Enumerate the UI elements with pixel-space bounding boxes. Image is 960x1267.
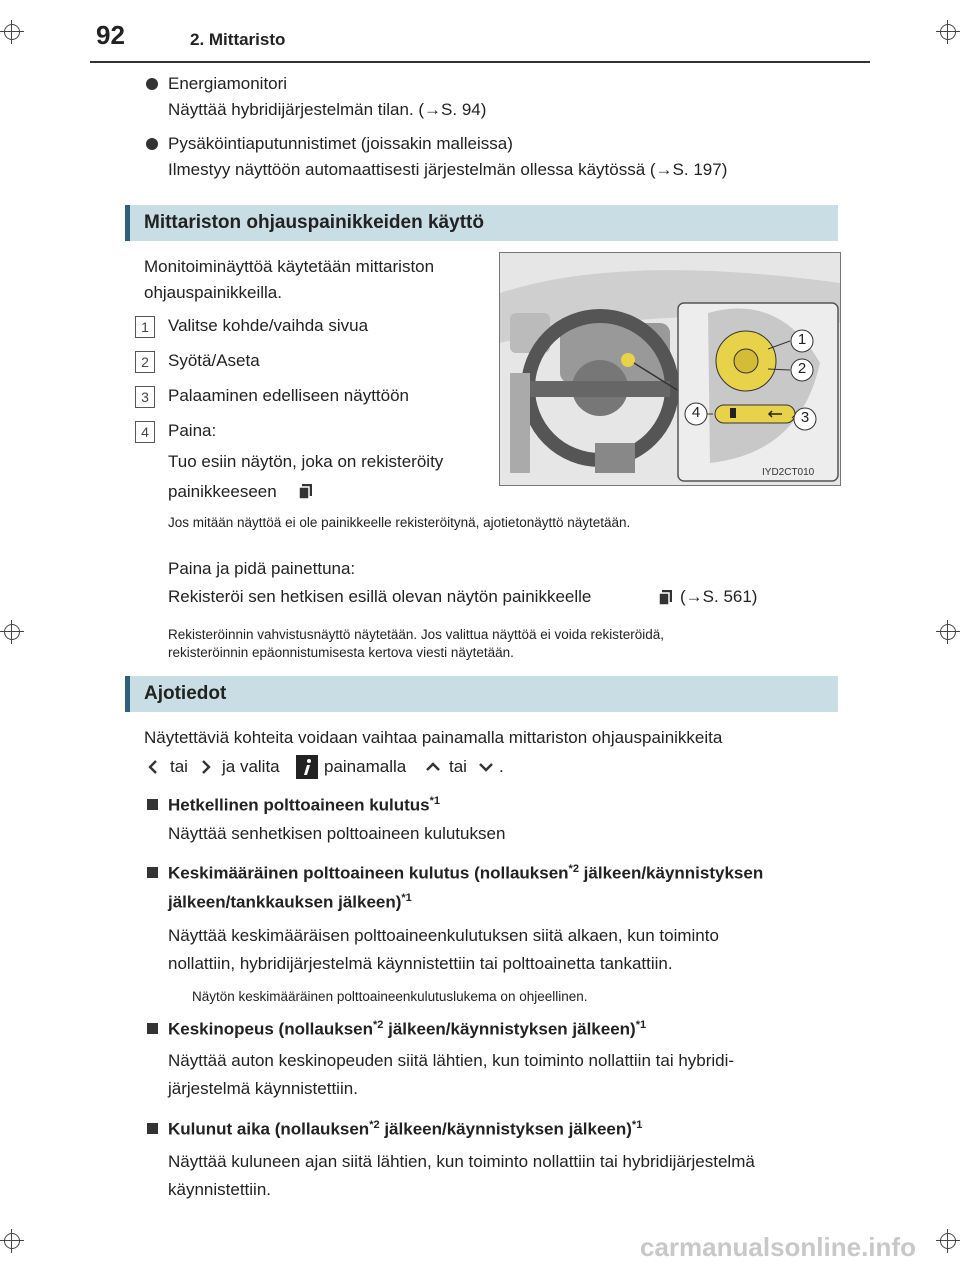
- watermark: carmanualsonline.info: [640, 1232, 916, 1262]
- crop-mark-icon: [936, 620, 960, 644]
- square-bullet-icon: [147, 799, 158, 810]
- item-body: käynnistettiin.: [168, 1180, 271, 1199]
- item-label: Palaaminen edelliseen näyttöön: [168, 386, 410, 405]
- intro-text: painamalla: [324, 757, 407, 776]
- bullet-title: Energiamonitori: [168, 74, 288, 93]
- note-text: Jos mitään näyttöä ei ole painikkeelle rekisteröitynä, ajotietonäyttö näytetään.: [168, 515, 631, 530]
- section-header: [125, 205, 838, 241]
- item-text: painikkeeseen: [168, 482, 277, 501]
- intro-text: Näytettäviä kohteita voidaan vaihtaa painamalla mittariston ohjauspainikkeita: [144, 728, 723, 747]
- intro-text: tai: [170, 757, 188, 776]
- hold-text: Rekisteröi sen hetkisen esillä olevan näytön painikkeelle: [168, 587, 592, 606]
- item-number: 4: [135, 421, 155, 443]
- intro-text: ja valita: [222, 757, 280, 776]
- item-body: järjestelmä käynnistettiin.: [168, 1079, 358, 1098]
- note-text: rekisteröinnin epäonnistumisesta kertova viesti näytetään.: [168, 645, 514, 660]
- header-rule: [90, 61, 870, 63]
- intro-text: ohjauspainikkeilla.: [144, 283, 282, 302]
- item-body: Näyttää keskimääräisen polttoaineenkulutuksen siitä alkaen, kun toiminto: [168, 926, 719, 945]
- item-number: 2: [135, 351, 155, 373]
- figure-callout: 2: [797, 360, 807, 377]
- section-title: Ajotiedot: [144, 683, 227, 704]
- screen-register-icon: [656, 588, 674, 606]
- figure-callout: 1: [797, 331, 807, 348]
- figure-callout: 4: [691, 404, 701, 421]
- info-icon: [296, 755, 318, 779]
- section-title: Mittariston ohjauspainikkeiden käyttö: [144, 212, 484, 233]
- crop-mark-icon: [936, 1229, 960, 1253]
- item-number: 3: [135, 386, 155, 408]
- item-body: Näyttää senhetkisen polttoaineen kulutuksen: [168, 824, 506, 843]
- item-number: 1: [135, 316, 155, 338]
- crop-mark-icon: [0, 20, 24, 44]
- item-text: Tuo esiin näytön, joka on rekisteröity: [168, 452, 444, 471]
- item-label: Valitse kohde/vaihda sivua: [168, 316, 369, 335]
- chevron-left-icon: [146, 758, 160, 776]
- bullet-body: Näyttää hybridijärjestelmän tilan. (→S. 94): [168, 100, 487, 119]
- item-body: nollattiin, hybridijärjestelmä käynnistettiin tai polttoainetta tankattiin.: [168, 954, 673, 973]
- square-bullet-icon: [147, 1123, 158, 1134]
- crop-mark-icon: [0, 620, 24, 644]
- bullet-icon: [146, 78, 158, 90]
- chevron-up-icon: [424, 760, 442, 774]
- square-bullet-icon: [147, 1023, 158, 1034]
- page-reference: (→S. 561): [680, 587, 758, 606]
- note-text: Rekisteröinnin vahvistusnäyttö näytetään. Jos valittua näyttöä ei voida rekisteröidä,: [168, 627, 665, 642]
- chevron-down-icon: [477, 760, 495, 774]
- screen-register-icon: [296, 482, 314, 500]
- item-heading: Keskinopeus (nollauksen$^{*2}$ jälkeen/käynnistyksen jälkeen)$^{*1}$: [168, 1019, 647, 1039]
- bullet-body: Ilmestyy näyttöön automaattisesti järjestelmän ollessa käytössä (→S. 197): [168, 160, 728, 179]
- item-heading: Kulunut aika (nollauksen$^{*2}$ jälkeen/käynnistyksen jälkeen)$^{*1}$: [168, 1119, 643, 1139]
- intro-text: .: [499, 757, 504, 776]
- intro-text: Monitoiminäyttöä käytetään mittariston: [144, 257, 435, 276]
- figure-code: IYD2CT010: [762, 467, 815, 478]
- item-body: Näyttää auton keskinopeuden siitä lähtien, kun toiminto nollattiin tai hybridi-: [168, 1051, 735, 1070]
- steering-wheel-figure: [499, 252, 841, 486]
- crop-mark-icon: [0, 1229, 24, 1253]
- item-heading: Hetkellinen polttoaineen kulutus$^{*1}$: [168, 795, 441, 815]
- chapter-title: 2. Mittaristo: [190, 30, 286, 49]
- item-body: Näyttää kuluneen ajan siitä lähtien, kun toiminto nollattiin tai hybridijärjestelmä: [168, 1152, 755, 1171]
- hold-title: Paina ja pidä painettuna:: [168, 559, 356, 578]
- chevron-right-icon: [199, 758, 213, 776]
- item-label: Paina:: [168, 421, 217, 440]
- intro-text: tai: [449, 757, 467, 776]
- item-label: Syötä/Aseta: [168, 351, 260, 370]
- item-heading: jälkeen/tankkauksen jälkeen)$^{*1}$: [168, 892, 412, 912]
- bullet-title: Pysäköintiaputunnistimet (joissakin malleissa): [168, 134, 513, 153]
- bullet-icon: [146, 138, 158, 150]
- item-heading: Keskimääräinen polttoaineen kulutus (nollauksen$^{*2}$ jälkeen/käynnistyksen: [168, 863, 764, 883]
- crop-mark-icon: [936, 20, 960, 44]
- page-number: 92: [96, 20, 125, 50]
- figure-callout: 3: [800, 409, 810, 426]
- square-bullet-icon: [147, 867, 158, 878]
- note-text: Näytön keskimääräinen polttoaineenkulutuslukema on ohjeellinen.: [192, 989, 588, 1004]
- section-header: [125, 676, 838, 712]
